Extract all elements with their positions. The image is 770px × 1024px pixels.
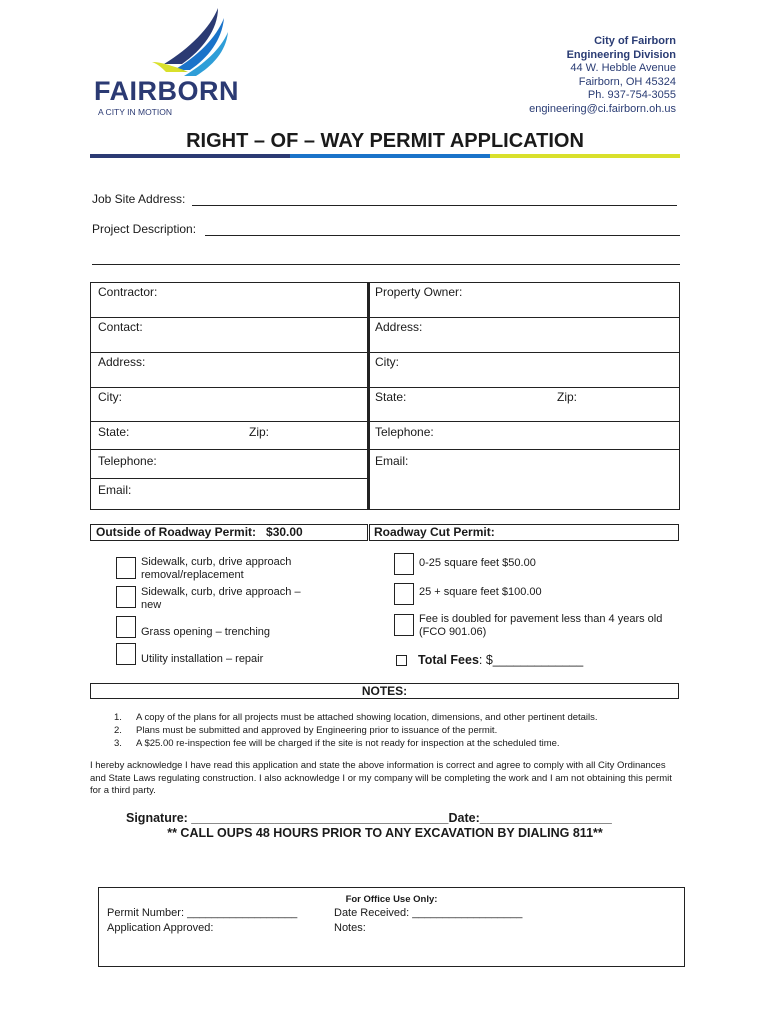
owner-city-label: City: [375, 355, 399, 369]
utility-installation-label: Utility installation – repair [141, 653, 264, 665]
contractor-address-label: Address: [98, 355, 146, 369]
office-notes-label: Notes: [334, 922, 366, 934]
contractor-city-label: City: [98, 390, 122, 404]
owner-email-label: Email: [375, 454, 409, 468]
city-name: City of Fairborn [594, 35, 676, 47]
list-item: 1. A copy of the plans for all projects must be attached showing location, dimensions, and other pertinent details. [114, 712, 598, 723]
city-logo [92, 6, 252, 121]
owner-zip-label: Zip: [557, 390, 578, 404]
total-fees-value[interactable]: : $_____________ [478, 653, 584, 667]
checkbox-sidewalk-new[interactable] [116, 586, 136, 608]
page-title: RIGHT – OF – WAY PERMIT APPLICATION [186, 130, 584, 152]
title-color-bar [90, 154, 680, 158]
checkbox-fee-doubled[interactable] [394, 614, 414, 636]
call-oups-notice: ** CALL OUPS 48 HOURS PRIOR TO ANY EXCAVATION BY DIALING 811** [167, 826, 603, 840]
total-fees-checkbox[interactable] [396, 655, 407, 666]
property-owner-label: Property Owner: [375, 285, 463, 299]
0-25-sqft-label: 0-25 square feet $50.00 [419, 557, 536, 569]
street-address: 44 W. Hebble Avenue [570, 62, 676, 74]
date-received-field[interactable]: Date Received: __________________ [334, 907, 523, 919]
roadway-cut-title: Roadway Cut Permit: [374, 525, 495, 539]
list-item: 2. Plans must be submitted and approved by Engineering prior to issuance of the permit. [114, 725, 498, 736]
total-fees-label: Total Fees [418, 653, 479, 667]
phone-number: Ph. 937-754-3055 [587, 89, 676, 101]
acknowledgement-text: I hereby acknowledge I have read this application and state the above information is correct and agree to comply with all City Ordinances and State Laws regulating construction. I also acknowledge I or my company will be completing the work and I am not obtaining this permit for a third party. [90, 760, 672, 796]
project-description-field-2[interactable] [92, 264, 680, 265]
contractor-state-label: State: [98, 425, 130, 439]
wing-logo-icon [92, 6, 252, 84]
checkbox-0-25-sqft[interactable] [394, 553, 414, 575]
logo-tagline: A CITY IN MOTION [98, 107, 172, 117]
project-description-label: Project Description: [92, 222, 197, 236]
permit-number-field[interactable]: Permit Number: __________________ [107, 907, 298, 919]
division-name: Engineering Division [566, 48, 676, 61]
sidewalk-new-label: Sidewalk, curb, drive approach – new [141, 586, 301, 611]
notes-header: NOTES: [361, 684, 408, 698]
owner-telephone-label: Telephone: [375, 425, 434, 439]
logo-text: FAIRBORN [94, 76, 239, 106]
email-address[interactable]: engineering@ci.fairborn.oh.us [529, 102, 676, 115]
checkbox-grass-opening[interactable] [116, 616, 136, 638]
outside-roadway-title: Outside of Roadway Permit: $30.00 [96, 525, 303, 539]
office-use-header: For Office Use Only: [345, 894, 438, 905]
contractor-email-label: Email: [98, 483, 132, 497]
list-item: 3. A $25.00 re-inspection fee will be charged if the site is not ready for inspection at the scheduled time. [114, 738, 560, 749]
job-site-field[interactable] [192, 205, 677, 206]
owner-state-label: State: [375, 390, 407, 404]
sidewalk-removal-label: Sidewalk, curb, drive approach removal/replacement [141, 556, 292, 581]
contractor-label: Contractor: [98, 285, 158, 299]
25-plus-sqft-label: 25 + square feet $100.00 [419, 586, 542, 598]
checkbox-sidewalk-removal[interactable] [116, 557, 136, 579]
contact-label: Contact: [98, 320, 143, 334]
job-site-label: Job Site Address: [92, 192, 186, 206]
fee-doubled-label: Fee is doubled for pavement less than 4 years old (FCO 901.06) [419, 613, 663, 638]
division-contact [416, 35, 676, 116]
contractor-telephone-label: Telephone: [98, 454, 157, 468]
contractor-zip-label: Zip: [249, 425, 270, 439]
checkbox-utility-installation[interactable] [116, 643, 136, 665]
application-approved-label: Application Approved: [107, 922, 214, 934]
checkbox-25-plus-sqft[interactable] [394, 583, 414, 605]
city-state-zip: Fairborn, OH 45324 [578, 75, 676, 88]
total-fees [418, 653, 583, 667]
signature-line[interactable]: Signature: _____________________________________Date:___________________ [126, 811, 612, 825]
project-description-field[interactable] [205, 235, 680, 236]
grass-opening-label: Grass opening – trenching [141, 626, 271, 638]
owner-address-label: Address: [375, 320, 423, 334]
